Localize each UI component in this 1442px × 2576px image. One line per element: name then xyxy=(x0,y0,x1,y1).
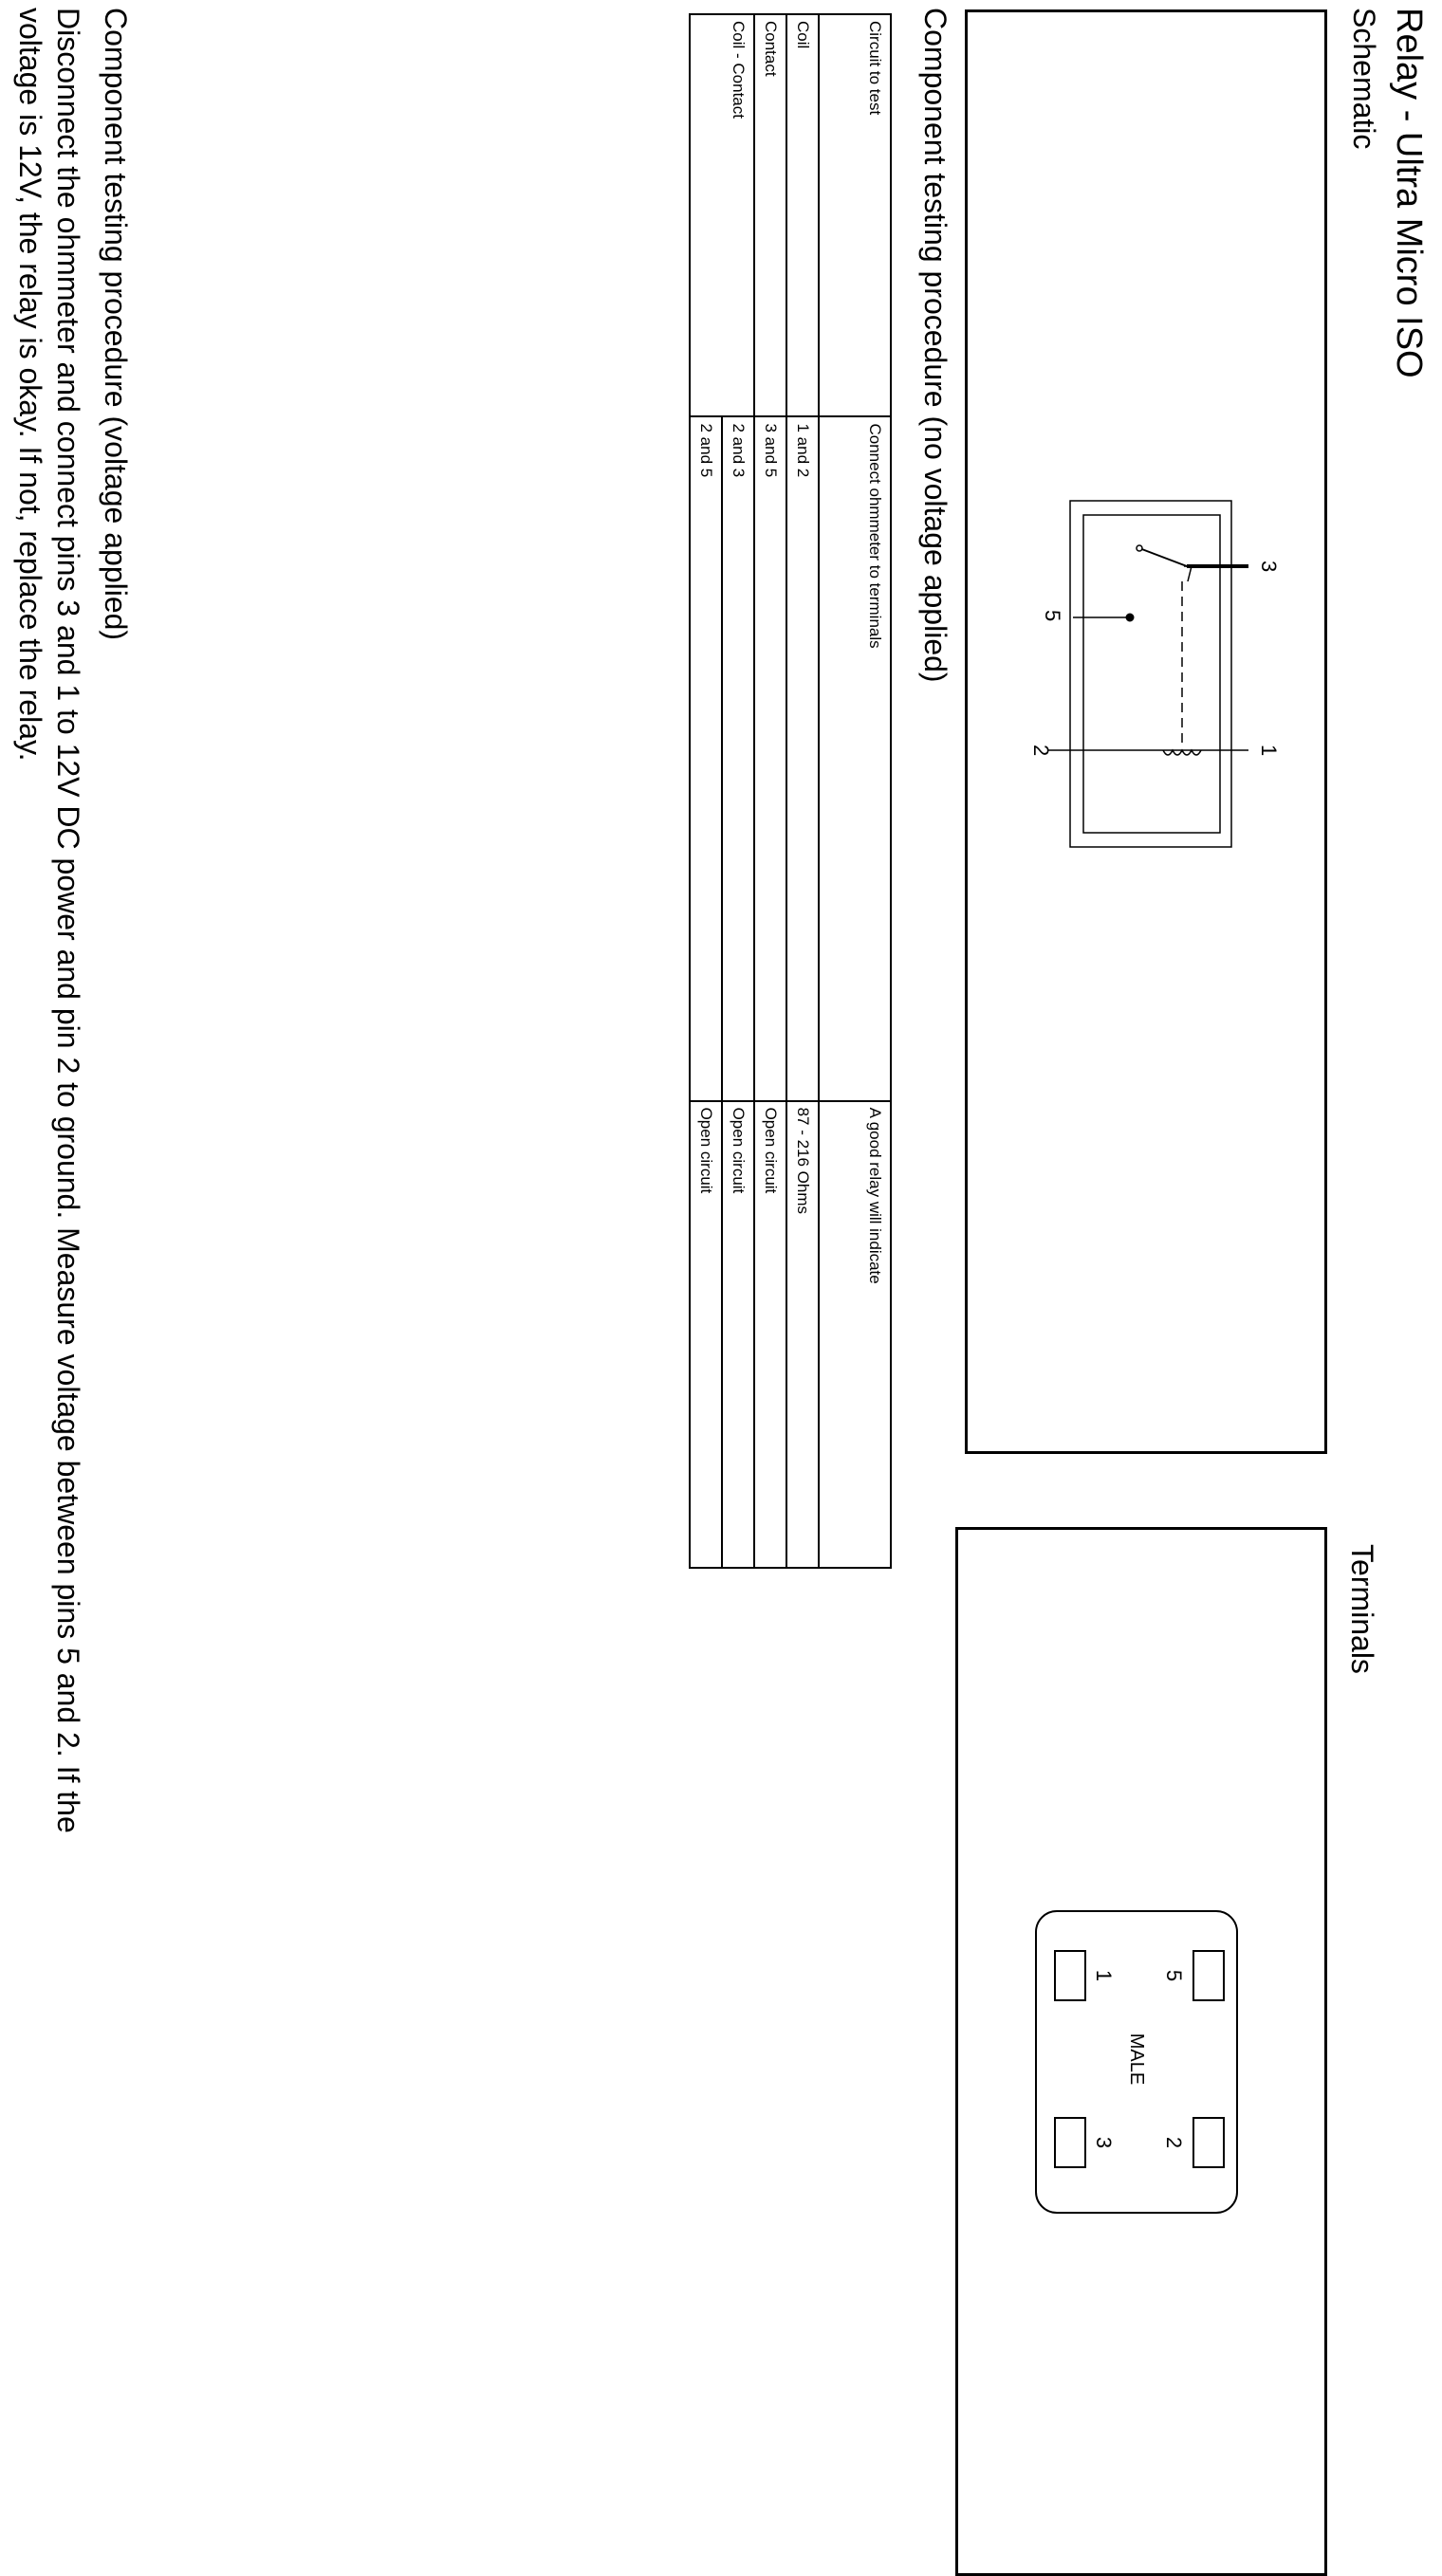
page-title: Relay - Ultra Micro ISO xyxy=(1389,8,1429,378)
table-cell: Coil xyxy=(786,14,819,416)
switch-contact xyxy=(1137,545,1142,551)
connector-face-diagram xyxy=(958,1530,1324,2573)
voltage-heading: Component testing procedure (voltage applied) xyxy=(99,8,133,641)
terminal-label-5: 5 xyxy=(1162,1969,1186,1982)
terminal-label-1: 1 xyxy=(1092,1969,1116,1982)
table-cell: Contact xyxy=(754,14,786,416)
terminal-label-3: 3 xyxy=(1092,2136,1116,2149)
terminal-slot-1 xyxy=(1055,1951,1085,2000)
table-header-row xyxy=(819,14,891,1568)
table-cell: 2 and 5 xyxy=(690,416,722,1100)
table-row xyxy=(754,14,786,1568)
terminal-slot-5 xyxy=(1193,1951,1224,2000)
table-header-cell: A good relay will indicate xyxy=(819,1101,891,1568)
table-cell: Open circuit xyxy=(754,1101,786,1568)
table-cell: 3 and 5 xyxy=(754,416,786,1100)
schematic-heading: Schematic xyxy=(1347,8,1381,150)
terminals-heading: Terminals xyxy=(1345,1544,1379,1674)
table-cell: 2 and 3 xyxy=(722,416,754,1100)
voltage-instructions-line1: Disconnect the ohmmeter and connect pins 3 and 1 to 12V DC power and pin 2 to ground. Measure voltage between pins 5 and 2. If the xyxy=(51,8,85,1833)
no-voltage-heading: Component testing procedure (no voltage applied) xyxy=(918,8,952,683)
table-cell: Coil - Contact xyxy=(690,14,754,416)
table-header-cell: Circuit to test xyxy=(819,14,891,416)
schematic-panel xyxy=(965,9,1327,1454)
voltage-instructions-line2: voltage is 12V, the relay is okay. If not, replace the relay. xyxy=(13,8,47,762)
table-cell: Open circuit xyxy=(690,1101,722,1568)
connector-gender-label: MALE xyxy=(1126,2033,1147,2086)
schematic-pin-2: 2 xyxy=(1029,745,1053,757)
terminal-slot-2 xyxy=(1193,2118,1224,2167)
terminals-panel xyxy=(955,1527,1327,2576)
schematic-pin-1: 1 xyxy=(1257,745,1281,757)
contact-terminal xyxy=(1126,614,1134,621)
terminal-slot-3 xyxy=(1055,2118,1085,2167)
schematic-pin-5: 5 xyxy=(1041,610,1064,622)
terminal-label-2: 2 xyxy=(1162,2136,1186,2149)
ohmmeter-test-table xyxy=(689,13,892,1569)
relay-schematic-diagram xyxy=(968,12,1324,1451)
table-header-cell: Connect ohmmeter to terminals xyxy=(819,416,891,1100)
switch-pivot xyxy=(1184,566,1192,581)
table-cell: Open circuit xyxy=(722,1101,754,1568)
voltage-instructions xyxy=(11,8,87,2379)
switch-arm xyxy=(1139,548,1187,566)
table-row xyxy=(786,14,819,1568)
table-cell: 1 and 2 xyxy=(786,416,819,1100)
table-cell: 87 - 216 Ohms xyxy=(786,1101,819,1568)
relay-housing-inner xyxy=(1083,515,1220,833)
schematic-pin-3: 3 xyxy=(1257,561,1281,573)
table-row xyxy=(722,14,754,1568)
